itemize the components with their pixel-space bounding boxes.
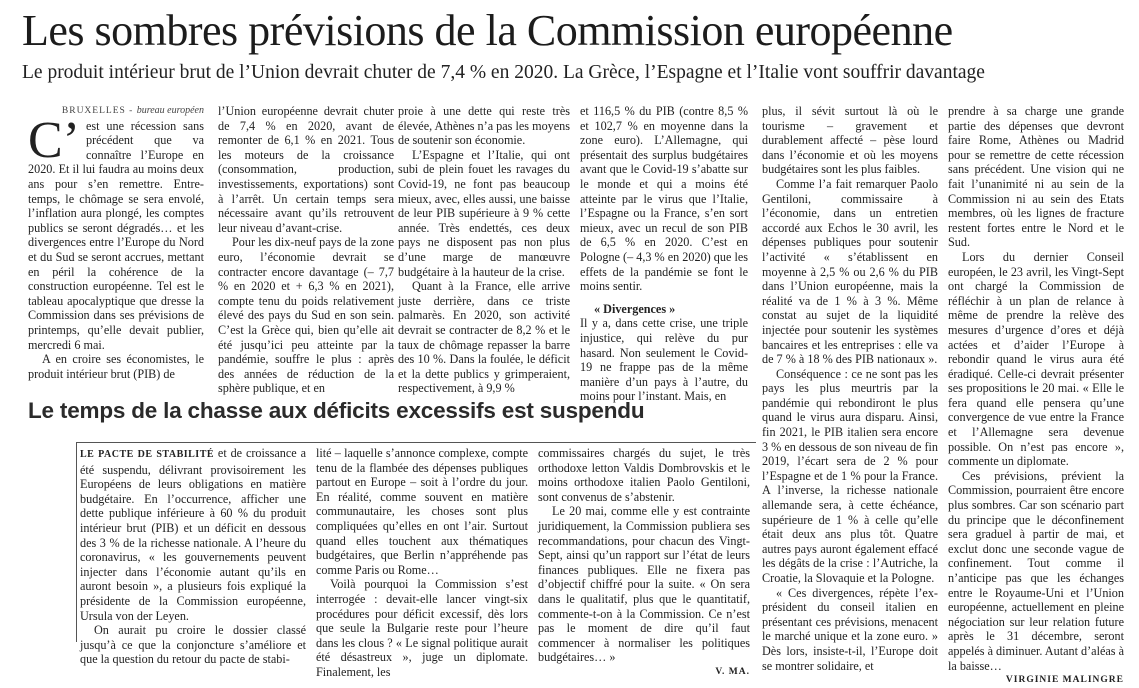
paragraph: « Ces divergences, répète l’ex-président du conseil italien en présentant ces prévisions, menacent le marché unique et la zone euro. » Dès lors, insiste-t-il, l’Europe doit se montrer solidaire, et <box>762 585 938 673</box>
paragraph: et de croissance a été suspendu, délivrant provisoirement les Européens de leurs obligations en matière budgétaire. En l’occurrence, afficher une dette publique inférieure à 60 % du produit intérieur brut (PIB) et un déficit en dessous des 3 % de la richesse nationale. A l’heure du coronavirus, « les gouvernements peuvent injecter dans l’économie autant qu’ils en auront besoin », a plusieurs fois expliqué la présidente de la Commission européenne, Ursula von der Leyen. <box>80 446 307 623</box>
paragraph: commissaires chargés du sujet, le très orthodoxe letton Valdis Dombrovskis et le moins orthodoxe italien Paolo Gentiloni, sont convenus de s’abstenir. <box>538 446 750 504</box>
dropcap: C’ <box>28 111 80 169</box>
paragraph: est une récession sans précédent que va connaître l’Europe en 2020. Et il lui faudra au moins deux ans pour s’en remettre. Entre-temps, le chômage se sera envolé, l’inflation aura plongé, les comptes publics se seront dégradés… et les divergences entre l’Europe du Nord et du Sud se seront accrues, mettant en péril la cohérence de la construction européenne. Tel est le tableau apocalyptique que dresse la Commission dans ses prévisions de printemps, qu’elle devait publier, mercredi 6 mai. <box>28 118 204 352</box>
paragraph: proie à une dette qui reste très élevée, Athènes n’a pas les moyens de soutenir son économie. <box>398 104 570 148</box>
subarticle-column-1 <box>80 446 307 667</box>
subhead: Le produit intérieur brut de l’Union devrait chuter de 7,4 % en 2020. La Grèce, l’Espagne et l’Italie vont souffrir davantage <box>22 62 985 83</box>
paragraph: Ces prévisions, prévient la Commission, pourraient être encore plus sombres. Car son scénario part du principe que le déconfinement sera graduel à partir de mai, et exclut donc une seconde vague de confinement. Tout comme il n’anticipe pas que les échanges entre le Royaume-Uni et l’Union européenne, actuellement en pleine négociation sur leur relation future après le 31 décembre, seront appelés à diminuer. Autant d’aléas à la baisse… <box>948 468 1124 673</box>
box-top-rule <box>76 442 756 443</box>
paragraph: A en croire ses économistes, le produit intérieur brut (PIB) de <box>28 352 204 381</box>
headline: Les sombres prévisions de la Commission européenne <box>22 6 953 55</box>
subarticle-title: Le temps de la chasse aux déficits excessifs est suspendu <box>28 398 645 423</box>
author-signature: VIRGINIE MALINGRE <box>1005 675 1124 686</box>
article-column-4 <box>580 104 748 404</box>
dateline: BRUXELLES - bureau européen <box>61 105 204 116</box>
paragraph: L’Espagne et l’Italie, qui ont subi de plein fouet les ravages du Covid-19, ne font pas beaucoup mieux, avec, elles aussi, une baisse de leur PIB supérieure à 9 % cette année. Très endettés, ces deux pays ne disposent pas non plus d’une marge de manœuvre budgétaire à la hauteur de la crise. <box>398 147 570 279</box>
article-column-1 <box>28 104 204 391</box>
paragraph: et 116,5 % du PIB (contre 8,5 % et 102,7 % en moyenne dans la zone euro). L’Allemagne, qui présentait des surplus budgétaires avant que le Covid-19 s’abatte sur le monde et qui a moins été atteinte par le virus que l’Italie, l’Espagne ou la France, s’en sort mieux, avec un recul de son PIB de 6,5 % en 2020. C’est en Pologne (– 4,3 % en 2020) que les effets de la pandémie se font le moins sentir. <box>580 104 748 294</box>
paragraph: prendre à sa charge une grande partie des dépenses que devront faire Rome, Athènes ou Madrid pour se remettre de cette récession sans précédent. Une vision qui ne fait l’unanimité ni au sein de la Commission ni au sein des Etats membres, où les lignes de fracture restent fortes entre le Nord et le Sud. <box>948 104 1124 250</box>
paragraph: Quant à la France, elle arrive juste derrière, dans ce triste palmarès. En 2020, son activité devrait se contracter de 8,2 % et le taux de chômage repasser la barre des 10 %. Dans la foulée, le déficit et la dette publics y grimperaient, respectivement, à 9,9 % <box>398 279 570 396</box>
article-column-6 <box>948 104 1124 686</box>
paragraph: On aurait pu croire le dossier classé jusqu’à ce que la conjoncture s’améliore et que la question du retour du pacte de stabi- <box>80 623 306 667</box>
subarticle-column-2 <box>316 446 528 679</box>
paragraph: lité – laquelle s’annonce complexe, compte tenu de la flambée des dépenses publiques partout en Europe – soit à l’ordre du jour. En réalité, comme souvent en matière communautaire, les choses sont plus compliquées qu’elles en ont l’air. Surtout quand elles touchent aux thématiques budgétaires, que Berlin n’appréhende pas comme Paris ou Rome… <box>316 446 528 577</box>
paragraph: Il y a, dans cette crise, une triple injustice, qui relève du pur hasard. Non seulement le Covid-19 ne frappe pas de la même manière d’un pays à l’autre, du moins pour l’instant. Mais, en <box>580 316 748 404</box>
paragraph: Le 20 mai, comme elle y est contrainte juridiquement, la Commission publiera ses recommandations, pour chacun des Vingt-Sept, ainsi qu’un rapport sur l’état de leurs finances publiques. Elle ne fixera pas d’objectif chiffré pour la suite. « On sera dans le qualitatif, plus que le quantitatif, commente-t-on à la Commission. Ce n’est pas le moment de dire qu’il faut commencer à normaliser les politiques budgétaires… » <box>538 504 750 665</box>
lead-in: LE PACTE DE STABILITÉ <box>80 449 215 460</box>
article-column-5 <box>762 104 939 673</box>
article-column-3 <box>398 104 570 396</box>
paragraph: Conséquence : ce ne sont pas les pays les plus meurtris par la pandémie qui rebondiront le plus quand le virus aura disparu. Ainsi, fin 2021, le PIB italien sera encore 3 % en dessous de son niveau de fin 2019, l’écart sera de 2 % pour l’Espagne et de 1 % pour la France. A l’inverse, la richesse nationale allemande sera, à cette échéance, supérieure de 1 % à celle qu’elle était deux ans plus tôt. Quatre autres pays auront également effacé les dégâts de la crise : l’Autriche, la Croatie, la Slovaquie et la Pologne. <box>762 366 939 585</box>
article-column-2 <box>218 104 394 396</box>
paragraph: l’Union européenne devrait chuter de 7,4 % en 2020, avant de remonter de 6,1 % en 2021. Tous les moteurs de la croissance (consommation, production, investissements, exportations) sont à l’arrêt. Un certain temps sera nécessaire avant qu’ils retrouvent leur niveau d’avant-crise. <box>218 104 394 235</box>
paragraph: Lors du dernier Conseil européen, le 23 avril, les Vingt-Sept ont chargé la Commission de réfléchir à un plan de relance à même de prendre la relève des mesures d’urgence d’ores et déjà actées et d’aider l’Europe à rebondir quand le virus aura été éradiqué. Celle-ci devrait présenter ses propositions le 20 mai. « Elle le fera quand elle pensera qu’une convergence de vue entre la France et l’Allemagne sera devenue possible. On n’est pas encore », commente un diplomate. <box>948 249 1124 469</box>
box-left-rule <box>76 442 77 642</box>
paragraph: Pour les dix-neuf pays de la zone euro, l’économie devrait se contracter encore davantage (– 7,7 % en 2020 et + 6,3 % en 2021), compte tenu du poids relativement élevé des pays du Sud en son sein. C’est la Grèce qui, bien qu’elle ait été jusqu’ici peu atteinte par la pandémie, souffre le plus : après des années de réduction de la sphère publique, et en <box>218 235 394 396</box>
subarticle-column-3 <box>538 446 750 677</box>
intertitle: « Divergences » <box>594 301 676 316</box>
paragraph: plus, il sévit surtout là où le tourisme – gravement et durablement affecté – pèse lourd dans l’économie et où les moyens budgétaires sont les plus faibles. <box>762 104 938 177</box>
author-initials: V. MA. <box>715 666 750 677</box>
paragraph: Voilà pourquoi la Commission s’est interrogée : devait-elle lancer vingt-six procédures pour déficit excessif, dès lors que seule la Bulgarie reste pour l’heure dans les clous ? « Le signal politique aurait été désastreux », juge un diplomate. Finalement, les <box>316 577 528 679</box>
paragraph: Comme l’a fait remarquer Paolo Gentiloni, commissaire à l’économie, dans un entretien accordé aux Echos le 30 avril, les dépenses publiques pour soutenir l’activité « s’établissent en moyenne à 2,5 % ou 2,6 % du PIB dans l’Union européenne, mais la réalité va de 1 % à 3 %. Même constat au sujet de la liquidité injectée pour soutenir les systèmes bancaires et les entreprises : elle va de 7 % à 18 % des PIB nationaux ». <box>762 176 938 367</box>
